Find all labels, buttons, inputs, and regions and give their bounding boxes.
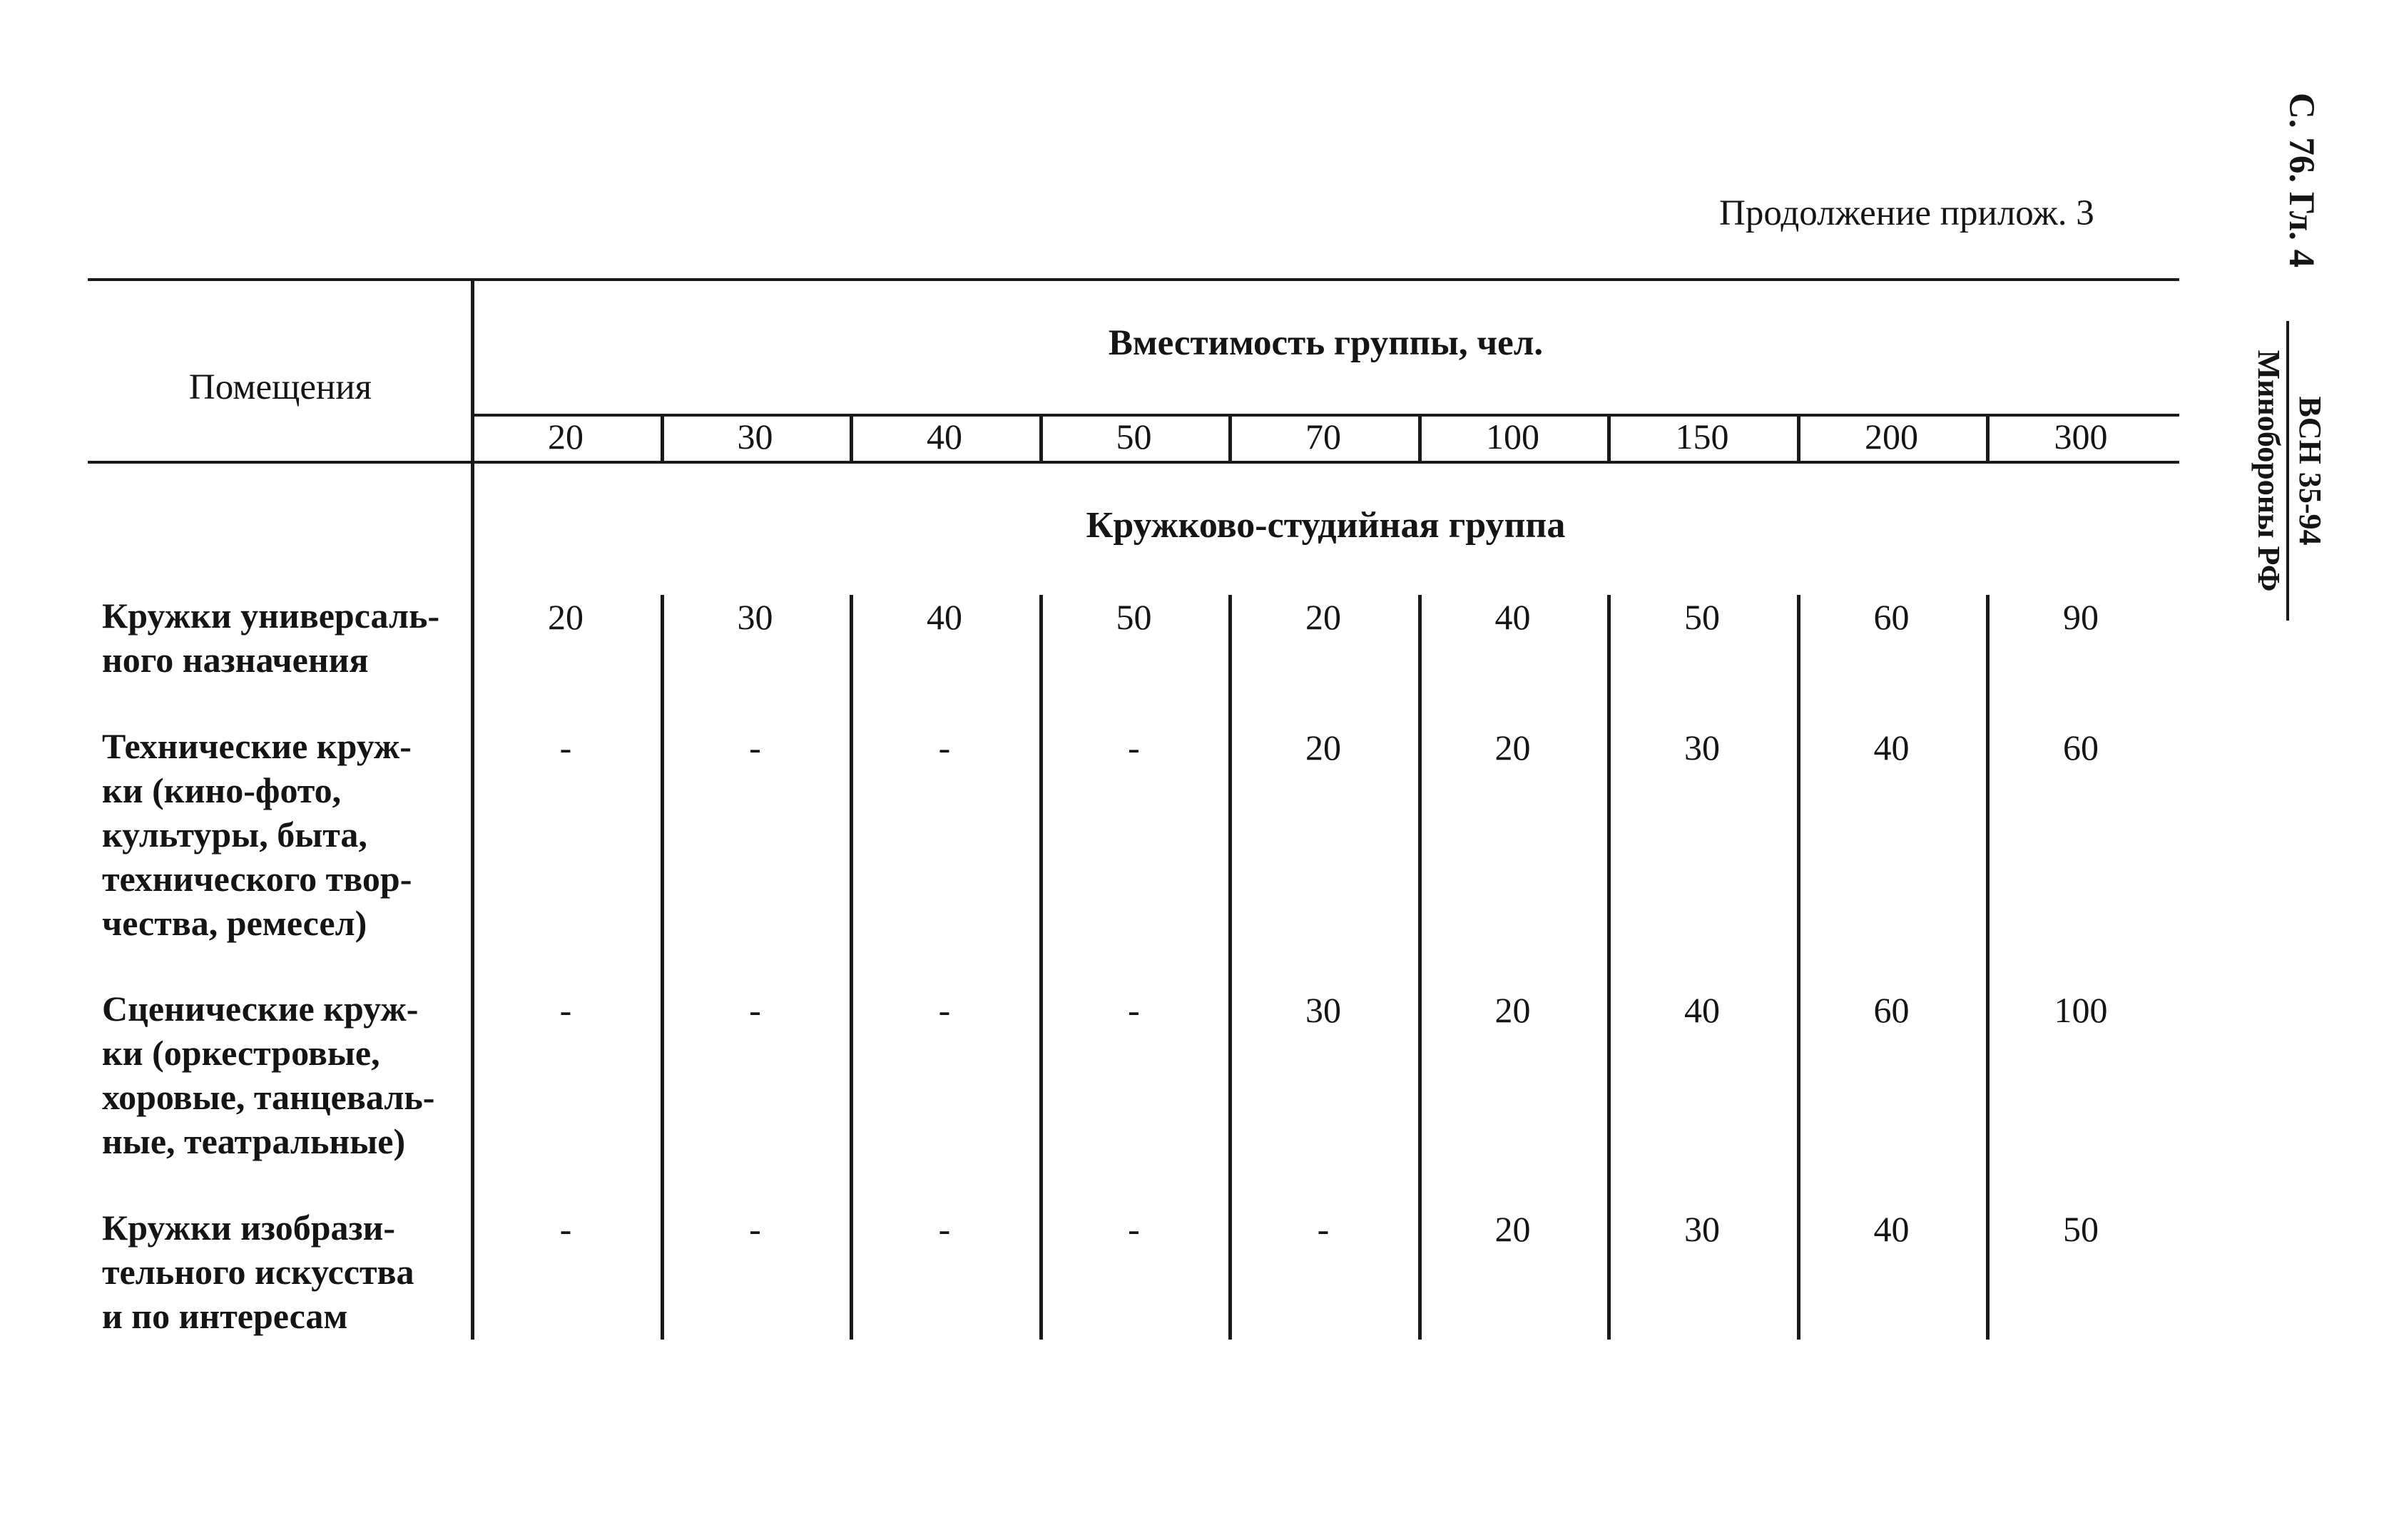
table-cell: -: [1128, 1209, 1140, 1249]
rooms-header: Помещения: [188, 367, 372, 407]
capacity-column-header: 300: [2054, 417, 2108, 457]
table-cell: 30: [737, 597, 773, 637]
capacity-column-header: 30: [737, 417, 773, 457]
room-name-line: ки (кино-фото,: [102, 770, 342, 810]
room-name-line: ные, театральные): [102, 1121, 406, 1161]
room-name-line: культуры, быта,: [102, 815, 367, 855]
table-cell: -: [938, 1209, 951, 1249]
capacity-column-header: 100: [1486, 417, 1539, 457]
table-cell: 20: [1494, 990, 1531, 1030]
table-cell: 30: [1305, 990, 1341, 1030]
table-cell: 20: [1494, 728, 1531, 768]
table-cell: 30: [1684, 1209, 1720, 1249]
document-code-block: [2251, 321, 2328, 621]
room-name-line: тельного искусства: [102, 1252, 414, 1292]
table-cell: 60: [2063, 728, 2099, 768]
table-cell: 20: [548, 597, 584, 637]
table-cell: 20: [1305, 728, 1341, 768]
room-name-line: Технические круж-: [102, 726, 412, 766]
room-name-line: Кружки изобрази-: [102, 1208, 396, 1248]
table-cell: -: [559, 728, 572, 768]
room-name-line: ного назначения: [102, 640, 369, 680]
continuation-label: Продолжение прилож. 3: [1719, 193, 2094, 233]
table-top-rule: [88, 278, 2179, 281]
group-title: Кружково-студийная группа: [1086, 505, 1566, 546]
capacity-column-header: 70: [1305, 417, 1341, 457]
capacity-column-header: 200: [1865, 417, 1918, 457]
table-cell: -: [1317, 1209, 1330, 1249]
room-name: [102, 1205, 473, 1338]
room-name-line: ки (оркестровые,: [102, 1033, 380, 1073]
room-name-line: хоровые, танцеваль-: [102, 1077, 435, 1117]
table-cell: -: [938, 990, 951, 1030]
table-cell: -: [1128, 990, 1140, 1030]
table-cell: 90: [2063, 597, 2099, 637]
table-cell: -: [1128, 728, 1140, 768]
capacity-header: Вместимость группы, чел.: [1108, 323, 1544, 363]
table-cell: 40: [927, 597, 962, 637]
table-cell: -: [559, 990, 572, 1030]
table-cell: -: [749, 728, 761, 768]
page-reference: С. 76. Гл. 4: [2281, 93, 2321, 268]
table-cell: 40: [1873, 1209, 1910, 1249]
table-cell: -: [938, 728, 951, 768]
room-name-line: технического твор-: [102, 859, 412, 899]
table-cell: 40: [1873, 728, 1910, 768]
side-signature: [2247, 93, 2326, 635]
table-cell: 100: [2054, 990, 2108, 1030]
capacity-column-header: 20: [548, 417, 584, 457]
table-cell: 60: [1873, 990, 1910, 1030]
room-name: [102, 724, 473, 945]
table-cell: 30: [1684, 728, 1720, 768]
room-name-line: чества, ремесел): [102, 903, 367, 943]
table-cell: 40: [1494, 597, 1531, 637]
table-cell: 60: [1873, 597, 1910, 637]
room-name-line: и по интересам: [102, 1296, 348, 1336]
document-organization: Минобороны РФ: [2251, 350, 2286, 592]
table-cell: -: [749, 990, 761, 1030]
document-code: ВСН 35-94: [2286, 321, 2328, 621]
table-cell: 20: [1494, 1209, 1531, 1249]
room-name: [102, 986, 473, 1163]
room-name-line: Кружки универсаль-: [102, 596, 440, 636]
header-bottom-rule: [88, 461, 2179, 464]
table-cell: 50: [1684, 597, 1720, 637]
room-name-line: Сценические круж-: [102, 989, 419, 1029]
table-cell: 20: [1305, 597, 1341, 637]
table-cell: -: [559, 1209, 572, 1249]
capacity-column-header: 150: [1675, 417, 1729, 457]
table-cell: 40: [1684, 990, 1720, 1030]
room-name: [102, 593, 473, 682]
table-cell: -: [749, 1209, 761, 1249]
capacity-column-header: 40: [927, 417, 962, 457]
capacity-column-header: 50: [1116, 417, 1152, 457]
table-cell: 50: [1116, 597, 1152, 637]
table-cell: 50: [2063, 1209, 2099, 1249]
